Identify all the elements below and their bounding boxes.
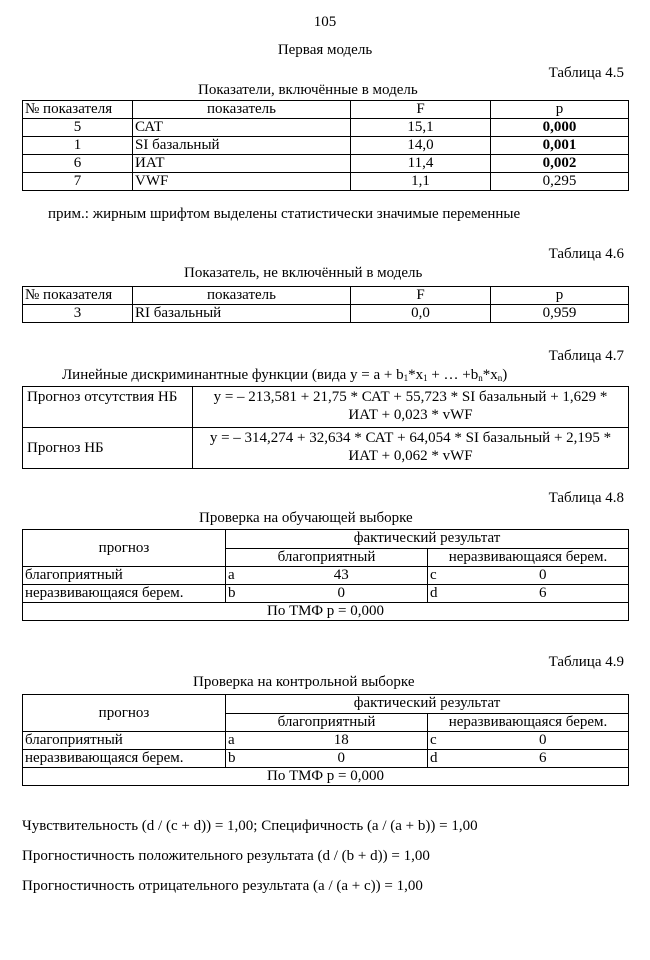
table-row [23,732,629,750]
cell-formula: y = – 213,581 + 21,75 * САТ + 55,723 * SI базальный + 1,629 * ИАТ + 0,023 * vWF [193,387,629,428]
cell-num: 7 [23,173,133,191]
cell-p: 0,001 [491,137,629,155]
table-4-7 [22,386,629,469]
table-4-7-caption [62,367,507,384]
header-p: p [491,287,629,305]
header-num: № показателя [23,287,133,305]
table-4-6-label: Таблица 4.6 [548,246,624,262]
cell-letter: c [428,567,458,585]
table-header-row [23,287,629,305]
caption-part: + … +b [427,367,479,383]
cell-label: Прогноз НБ [23,428,193,469]
cell-letter: b [226,585,256,603]
table-4-9-caption: Проверка на контрольной выборке [193,674,415,690]
caption-subscript: n [497,373,503,383]
cell-tmf: По ТМФ p = 0,000 [23,768,629,786]
cell-formula: y = – 314,274 + 32,634 * САТ + 64,054 * SI базальный + 2,195 * ИАТ + 0,062 * vWF [193,428,629,469]
table-4-8-label: Таблица 4.8 [548,490,624,506]
cell-f: 14,0 [351,137,491,155]
cell-value: 43 [256,567,428,585]
table-row [23,137,629,155]
table-header-row [23,101,629,119]
cell-value: 0 [458,567,629,585]
table-4-6 [22,286,629,323]
cell-label: Прогноз отсутствия НБ [23,387,193,428]
cell-p: 0,295 [491,173,629,191]
cell-num: 3 [23,305,133,323]
cell-name: SI базальный [133,137,351,155]
cell-p: 0,002 [491,155,629,173]
summary-ppv: Прогностичность положительного результата (d / (b + d)) = 1,00 [22,848,430,864]
cell-letter: c [428,732,458,750]
cell-num: 1 [23,137,133,155]
table-4-5-caption: Показатели, включённые в модель [198,82,418,98]
table-row [23,750,629,768]
header-nondev: неразвивающаяся берем. [428,713,629,732]
caption-subscript: 1 [403,373,409,383]
cell-name: неразвивающаяся берем. [23,585,226,603]
table-4-9 [22,694,629,786]
caption-part: Линейные дискриминантные функции (вида y = a + b [62,367,404,383]
header-prognoz: прогноз [23,695,226,732]
header-fav: благоприятный [226,548,428,567]
cell-name: САТ [133,119,351,137]
cell-value: 0 [256,750,428,768]
table-row [23,428,629,469]
cell-p: 0,959 [491,305,629,323]
cell-num: 5 [23,119,133,137]
cell-f: 15,1 [351,119,491,137]
cell-value: 18 [256,732,428,750]
cell-name: благоприятный [23,732,226,750]
header-indicator: показатель [133,287,351,305]
table-row [23,155,629,173]
cell-letter: b [226,750,256,768]
table-row [23,387,629,428]
cell-tmf: По ТМФ p = 0,000 [23,603,629,621]
header-num: № показателя [23,101,133,119]
cell-value: 6 [458,585,629,603]
caption-subscript: n [478,373,483,383]
cell-name: ИАТ [133,155,351,173]
cell-f: 11,4 [351,155,491,173]
cell-name: VWF [133,173,351,191]
cell-f: 0,0 [351,305,491,323]
caption-part: *x [482,367,498,383]
summary-npv: Прогностичность отрицательного результата (a / (a + c)) = 1,00 [22,878,423,894]
header-indicator: показатель [133,101,351,119]
table-4-9-label: Таблица 4.9 [548,654,624,670]
caption-subscript: 1 [423,373,428,383]
table-4-8 [22,529,629,621]
header-fact: фактический результат [226,695,629,714]
section-title: Первая модель [277,42,373,58]
table-4-6-caption: Показатель, не включённый в модель [184,265,423,281]
cell-name: неразвивающаяся берем. [23,750,226,768]
table-row [23,173,629,191]
table-row [23,119,629,137]
cell-f: 1,1 [351,173,491,191]
cell-letter: a [226,732,256,750]
cell-letter: d [428,750,458,768]
header-fact: фактический результат [226,530,629,549]
header-f: F [351,101,491,119]
cell-letter: a [226,567,256,585]
table-4-5-label: Таблица 4.5 [548,65,624,81]
table-row [23,567,629,585]
cell-p: 0,000 [491,119,629,137]
table-4-7-label: Таблица 4.7 [548,348,624,364]
table-row [23,603,629,621]
page-number: 105 [313,14,337,30]
cell-value: 0 [256,585,428,603]
header-f: F [351,287,491,305]
summary-sensitivity-specificity: Чувствительность (d / (c + d)) = 1,00; Специфичность (a / (a + b)) = 1,00 [22,818,478,834]
header-prognoz: прогноз [23,530,226,567]
cell-value: 0 [458,732,629,750]
header-p: p [491,101,629,119]
table-4-5 [22,100,629,191]
caption-part: *x [408,367,424,383]
table-row [23,768,629,786]
header-fav: благоприятный [226,713,428,732]
cell-name: благоприятный [23,567,226,585]
caption-part: ) [502,367,508,383]
table-row [23,305,629,323]
header-nondev: неразвивающаяся берем. [428,548,629,567]
cell-name: RI базальный [133,305,351,323]
table-header-row [23,695,629,714]
cell-value: 6 [458,750,629,768]
cell-num: 6 [23,155,133,173]
table-4-8-caption: Проверка на обучающей выборке [199,510,413,526]
table-row [23,585,629,603]
table-4-5-note: прим.: жирным шрифтом выделены статистически значимые переменные [48,206,521,222]
table-header-row [23,530,629,549]
cell-letter: d [428,585,458,603]
